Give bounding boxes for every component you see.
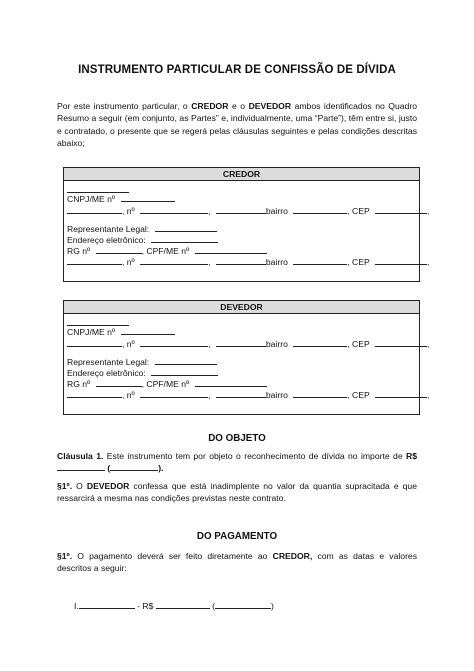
- devedor-address-line-2: , nº , bairro , CEP ,: [67, 389, 429, 401]
- pagamento-line-1: [74, 600, 274, 611]
- pagamento-section-title: DO PAGAMENTO: [196, 531, 278, 542]
- credor-numero-label: , nº: [122, 206, 135, 216]
- devedor-rg-label: RG nº: [67, 379, 91, 389]
- credor-representante-label: Representante Legal:: [67, 224, 150, 234]
- pagamento-paragrafo-1: [57, 550, 417, 575]
- pagamento-s1-label: §1º.: [57, 551, 73, 561]
- objeto-s1-text-b: confessa que está inadimplente no valor da quantia supracitada e que ressarcirá a mesma nas condições previstas neste contrato.: [57, 481, 417, 504]
- pagamento-line-mid: - R$: [134, 601, 156, 611]
- credor-numero-label-2: , nº: [122, 257, 135, 267]
- pagamento-line-open: (: [209, 601, 216, 611]
- credor-address-line: , nº , bairro , CEP ,: [67, 205, 429, 217]
- devedor-bairro-label: bairro: [265, 339, 288, 349]
- credor-cpf-label: , CPF/ME nº: [141, 246, 190, 256]
- intro-text-3: ambos identificados no Quadro Resumo a seguir (em conjunto, as Partes” e, individualmente, uma “Parte”), têm entre si, justo e contratado, o presente que se regerá pelas cláusulas seguintes e pelas condições descritas abaixo;: [57, 101, 417, 148]
- clausula-1-paren-open: (: [107, 463, 111, 474]
- credor-email-label: Endereço eletrônico:: [67, 235, 146, 245]
- devedor-cep-label: , CEP: [347, 339, 370, 349]
- clausula-1-label: Cláusula 1.: [57, 451, 104, 461]
- devedor-cep-label-2: , CEP: [347, 390, 370, 400]
- objeto-section-title: DO OBJETO: [208, 433, 266, 444]
- credor-bairro-label-2: bairro: [265, 257, 288, 267]
- clausula-1-paren-close: ).: [158, 463, 164, 474]
- clausula-1-currency: R$: [406, 451, 417, 461]
- credor-rg-label: RG nº: [67, 246, 91, 256]
- objeto-s1-text-a: O: [72, 481, 87, 491]
- devedor-box: [63, 300, 430, 415]
- devedor-numero-label-2: , nº: [122, 390, 135, 400]
- devedor-cnpj-line: [67, 326, 175, 338]
- objeto-clausula-1: [57, 450, 417, 475]
- credor-box: [63, 167, 430, 282]
- credor-bairro-label: bairro: [265, 206, 288, 216]
- devedor-cpf-label: , CPF/ME nº: [141, 379, 190, 389]
- pagamento-s1-credor: CREDOR,: [272, 551, 313, 561]
- devedor-email-label: Endereço eletrônico:: [67, 368, 146, 378]
- intro-devedor: DEVEDOR: [248, 101, 292, 111]
- credor-cep-label-2: , CEP: [347, 257, 370, 267]
- pagamento-line-close: ): [271, 601, 274, 611]
- devedor-cnpj-label: CNPJ/ME nº: [67, 327, 116, 337]
- intro-credor: CREDOR: [191, 101, 229, 111]
- clausula-1-text: Este instrumento tem por objeto o reconhecimento de dívida no importe de: [103, 451, 406, 461]
- credor-address-line-2: , nº , bairro , CEP ,: [67, 256, 429, 268]
- intro-text-2: e o: [228, 101, 249, 111]
- objeto-paragrafo-1: [57, 480, 417, 505]
- credor-cep-label: , CEP: [347, 206, 370, 216]
- intro-text-1: Por este instrumento particular, o: [57, 101, 192, 111]
- devedor-address-line: , nº , bairro , CEP ,: [67, 338, 429, 350]
- devedor-representante-label: Representante Legal:: [67, 357, 150, 367]
- document-title: INSTRUMENTO PARTICULAR DE CONFISSÃO DE DÍVIDA: [78, 64, 396, 76]
- credor-cnpj-line: [67, 193, 175, 205]
- pagamento-s1-text-a: O pagamento deverá ser feito diretamente ao: [72, 551, 273, 561]
- pagamento-line-prefix: I.: [74, 601, 79, 611]
- objeto-s1-devedor: DEVEDOR: [86, 481, 130, 491]
- devedor-bairro-label-2: bairro: [265, 390, 288, 400]
- devedor-box-header: DEVEDOR: [64, 301, 419, 314]
- devedor-numero-label: , nº: [122, 339, 135, 349]
- objeto-s1-label: §1º.: [57, 481, 73, 491]
- credor-box-header: CREDOR: [64, 168, 419, 181]
- intro-paragraph: [57, 100, 417, 149]
- pagamento-s1-text-b: com as datas e valores descritos a seguir:: [57, 551, 418, 574]
- credor-cnpj-label: CNPJ/ME nº: [67, 194, 116, 204]
